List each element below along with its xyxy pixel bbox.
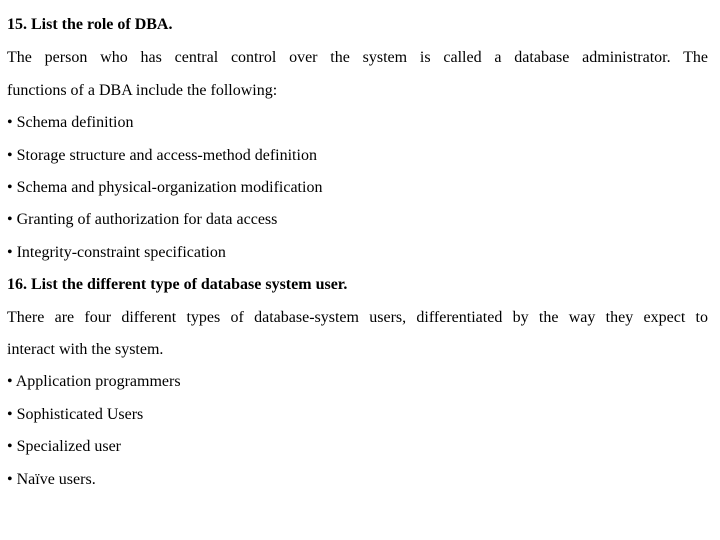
bullet-integrity-constraint: • Integrity-constraint specification: [7, 244, 226, 261]
section-16-paragraph-line-1: There are four different types of database-system users, differentiated by the way they expect to: [7, 309, 708, 326]
section-15-paragraph-line-1: The person who has central control over the system is called a database administrator. The: [7, 49, 708, 66]
bullet-granting-authorization: • Granting of authorization for data access: [7, 211, 278, 228]
bullet-sophisticated-users: • Sophisticated Users: [7, 406, 144, 423]
bullet-application-programmers: • Application programmers: [7, 373, 181, 390]
bullet-specialized-user: • Specialized user: [7, 438, 121, 455]
section-15-paragraph-line-2: functions of a DBA include the following:: [7, 82, 278, 99]
bullet-storage-structure: • Storage structure and access-method definition: [7, 147, 317, 164]
bullet-schema-modification: • Schema and physical-organization modification: [7, 179, 323, 196]
section-16-heading: 16. List the different type of database system user.: [7, 276, 348, 293]
bullet-naive-users: • Naïve users.: [7, 471, 96, 488]
section-15-heading: 15. List the role of DBA.: [7, 16, 173, 33]
bullet-schema-definition: • Schema definition: [7, 114, 134, 131]
section-16-paragraph-line-2: interact with the system.: [7, 341, 164, 358]
